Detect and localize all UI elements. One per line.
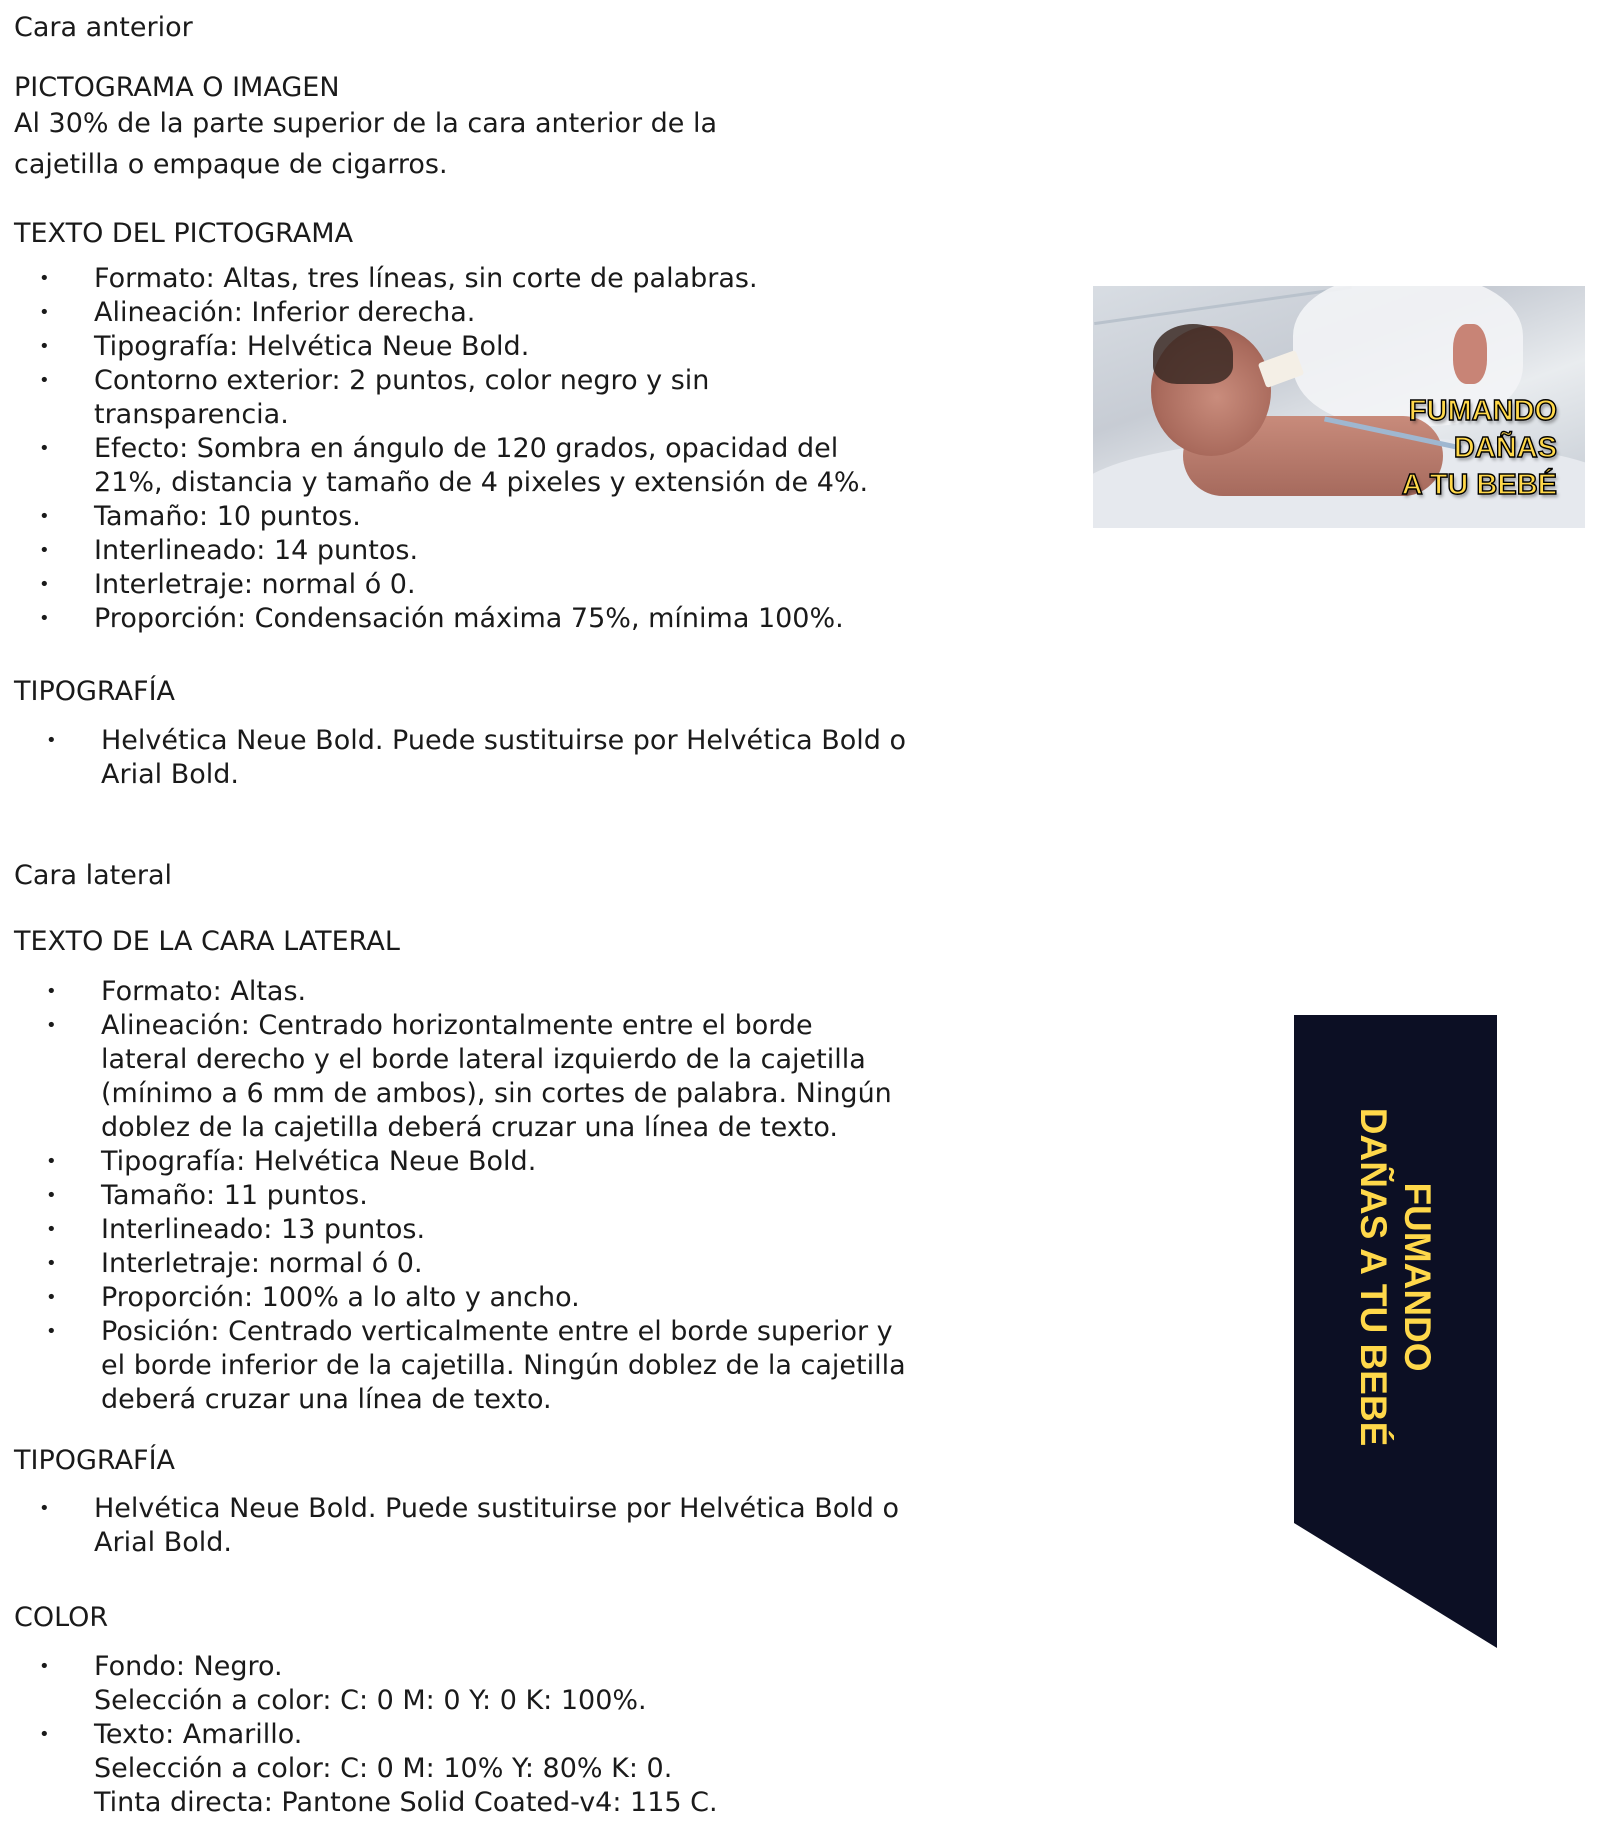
list-item: • Interletraje: normal ó 0. [14,1247,934,1281]
section-title-side: Cara lateral [14,860,173,891]
list-item: • Proporción: 100% a lo alto y ancho. [14,1281,934,1315]
color-heading: COLOR [14,1602,109,1633]
list-item: • Formato: Altas. [14,975,934,1009]
list-item: • Tamaño: 10 puntos. [14,500,894,534]
list-item: • Helvética Neue Bold. Puede sustituirse por Helvética Bold o Arial Bold. [14,724,934,792]
side-panel-illustration [1294,1015,1497,1648]
pictogram-warning-caption: FUMANDO DAÑAS A TU BEBÉ [1401,395,1557,501]
list-item: • Formato: Altas, tres líneas, sin corte de palabras. [14,262,894,296]
typography-heading-side: TIPOGRAFÍA [14,1445,176,1476]
list-item: • Contorno exterior: 2 puntos, color negro y sin transparencia. [14,364,894,432]
pictogram-description-line-2: cajetilla o empaque de cigarros. [14,149,448,180]
list-item: • Tipografía: Helvética Neue Bold. [14,1145,934,1179]
list-item: • Interlineado: 13 puntos. [14,1213,934,1247]
list-item: • Alineación: Inferior derecha. [14,296,894,330]
pictogram-image [1093,286,1585,528]
section-title-front: Cara anterior [14,12,193,43]
list-item: • Tipografía: Helvética Neue Bold. [14,330,894,364]
list-item: • Interlineado: 14 puntos. [14,534,894,568]
list-item: • Posición: Centrado verticalmente entre el borde superior y el borde inferior de la cajetilla. Ningún doblez de la cajetilla deberá cruzar una línea de texto. [14,1315,934,1417]
side-panel-warning-text: FUMANDO DAÑAS A TU BEBÉ [1353,1107,1438,1447]
side-text-list [14,975,934,1417]
list-item: • Tamaño: 11 puntos. [14,1179,934,1213]
color-list [14,1650,934,1820]
list-item: • Alineación: Centrado horizontalmente entre el borde lateral derecho y el borde lateral izquierdo de la cajetilla (mínimo a 6 mm de ambos), sin cortes de palabra. Ningún doblez de la cajetilla deberá cruzar una línea de texto. [14,1009,934,1145]
list-item: • Texto: Amarillo. Selección a color: C: 0 M: 10% Y: 80% K: 0. Tinta directa: Pantone Solid Coated-v4: 115 C. [14,1718,934,1820]
pictogram-description-line-1: Al 30% de la parte superior de la cara anterior de la [14,108,718,139]
pictogram-heading: PICTOGRAMA O IMAGEN [14,72,340,103]
list-item: • Proporción: Condensación máxima 75%, mínima 100%. [14,602,894,636]
list-item: • Helvética Neue Bold. Puede sustituirse por Helvética Bold o Arial Bold. [14,1492,934,1560]
side-text-heading: TEXTO DE LA CARA LATERAL [14,926,400,957]
pictogram-text-list [14,262,894,636]
list-item: • Fondo: Negro. Selección a color: C: 0 M: 0 Y: 0 K: 100%. [14,1650,934,1718]
pictogram-text-heading: TEXTO DEL PICTOGRAMA [14,218,354,249]
typography-list-front [14,724,934,792]
list-item: • Interletraje: normal ó 0. [14,568,894,602]
typography-heading-front: TIPOGRAFÍA [14,676,176,707]
typography-list-side [14,1492,934,1560]
list-item: • Efecto: Sombra en ángulo de 120 grados, opacidad del 21%, distancia y tamaño de 4 pixeles y extensión de 4%. [14,432,894,500]
